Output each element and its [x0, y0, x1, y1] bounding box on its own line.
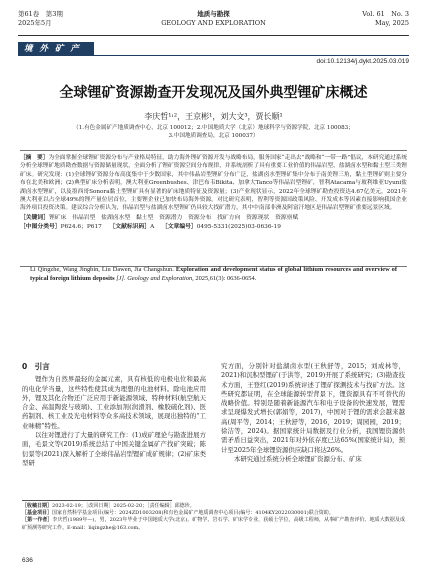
date-en: May, 2025 — [374, 19, 409, 27]
author-value: 李庆哲(1989年—)，男，2023年毕业于中国地质大学(北京)，矿物学、岩石学、矿床学专业，获硕士学位，高级工程师，从事矿产勘查评价、地质大数据及成矿预测等研究工作。E-mail：liqingzhe@163.com。 — [22, 517, 405, 531]
affiliations — [26, 124, 401, 140]
date-cn: 2025年5月 — [18, 19, 52, 27]
citation-authors: Li Qingzhe, Wang Jingbin, Liu Dawen, Jia Changshun. — [30, 266, 174, 273]
section-label: 境 外 矿 产 — [18, 42, 94, 56]
body-paragraph: 本研究通过系统分析全球锂矿资源分布、矿床 — [234, 454, 362, 463]
header-center — [18, 10, 409, 28]
journal-name-en: GEOLOGY AND EXPLORATION — [161, 19, 266, 27]
page-number: 636 — [22, 557, 33, 564]
cls-label: ［中图分类号］ — [20, 224, 61, 231]
fund-value: 国家自然科学基金项目(编号：2024ZD1003208)和有色金属矿产地质调查中心项目(编号：4104KY2022030001)联合资助。 — [52, 510, 334, 517]
header-right — [362, 10, 409, 28]
article-no-value: 0495-5331(2025)03-0636-19 — [196, 224, 281, 231]
citation-journal: [J]. Geology and Exploration, — [116, 274, 194, 282]
keywords: 锂矿床 伟晶岩型 盐湖卤水型 黏土型 资源潜力 资源分布 找矿方向 资源现状 资源禀赋 — [49, 214, 299, 221]
cls-value: P624.6；P617 — [60, 224, 102, 231]
intro-heading: 0 引言 — [22, 362, 50, 371]
author-list: 李庆哲¹˒²，王京彬¹，刘大文³，贾长顺¹ — [144, 112, 283, 121]
body-paragraph: 以往对锂进行了大量的研究工作：(1)成矿理论与勘查进展方面，毛景文等(2019)系统总结了中国关键金属矿产找矿突破；陈衍景等(2021)深入解析了全球伟晶岩型锂矿成矿规律；(2)矿床类型研 — [22, 431, 206, 467]
section-rule — [18, 55, 409, 56]
abstract — [20, 154, 407, 213]
received-label: ［收稿日期］ — [22, 503, 53, 509]
doi[interactable]: doi:10.12134/j.dykt.2025.03.019 — [316, 58, 409, 65]
volume-issue-cn: 第61卷 第3期 — [18, 10, 63, 18]
abstract-label: ［摘 要］ — [20, 155, 49, 161]
citation-title: Exploration and development status of global lithium resources and overview of typical foreign lithium deposits — [30, 266, 397, 282]
body-paragraph: 究方面，分别针对盐湖卤水型(王秋舒等，2015；刘成林等，2021)和沉积型锂矿(于洪等，2019)开展了系统研究；(3)勘查技术方面，王登红(2019)系统评述了锂矿探测技术与找矿方法。这些研究都证明，在全球能源转型背景下，锂资源具有不可替代的战略价值。特别是随着新能源汽车和电子设备的快速发展，锂需求呈现爆发式增长(郭娟等，2017)，中国对于锂的需求会越来越高(周平等，2014；王秋舒等，2016，2019；周园园，2019；徐洁等，2024)。据国家统计局数据及行业分析，我国锂资源供需矛盾日益突出，2021年对外依存度已达65%(国家统计局)，预计至2025年全球锂资源供应缺口将达26%。 — [221, 362, 405, 454]
body-paragraph: 锂作为自然界最轻的金属元素，具有核低的电极电位和最高的电化学当量，这些特性使其成为理想的电池材料。除电池应用外，锂及其化合物还广泛应用于新能源领域、特种材料(航空航天合金、高温陶瓷与玻璃)、工业添加剂(润滑剂、橡胶硫化剂)、医药制剂、核工业及光电材料等众多高技术领域，展现出独特的“工业味精”特性。 — [22, 375, 206, 430]
footnote-author — [22, 517, 405, 531]
page-header — [18, 8, 409, 38]
doc-code-value: A — [150, 224, 155, 231]
classification-row — [20, 223, 407, 231]
body-column-left — [22, 362, 206, 468]
header-rule — [18, 35, 409, 36]
footnote — [22, 503, 405, 532]
citation-volume: 2025,61(3): 0636-0654. — [195, 274, 257, 282]
fund-label: ［基金项目］ — [22, 510, 53, 517]
author-label: ［第一作者］ — [22, 517, 53, 524]
volume-issue-en: Vol. 61 No. 3 — [362, 10, 409, 18]
body-column-right — [221, 362, 405, 464]
footnote-rule — [22, 500, 172, 501]
doc-code-label: ［文献标识码］ — [109, 224, 151, 231]
english-citation — [30, 266, 397, 283]
affiliation-line: （1.有色金属矿产地质调查中心，北京 100012；2.中国地质大学（北京）地球科学与资源学院，北京 100083； — [73, 125, 354, 131]
keywords-row — [20, 214, 407, 222]
keywords-label: ［关键词］ — [20, 214, 49, 221]
abstract-text: 为全面掌握全球锂矿资源分布与产业格局特征，助力海外锂矿资源开发与战略布局，服务国家“走出去”战略和“一带一路”倡议，本研究通过系统分析全球锂矿地质勘查数据与资源储量现状，全面分析了锂矿资源空间分布规律，并系统剖析了具有重要工业价值的伟晶岩型、盐湖卤水型和黏土型三类锂矿床。研究发现：(1)全球锂矿资源分布高度集中于少数国家，其中伟晶岩型锂矿分布广泛，盐湖卤水型锂矿集中分布于南美锂三角，黏土型锂矿则主要分布在北美和欧洲；(2)典型矿床分析表明，澳大利亚Greenbushes、津巴布韦Bikita、加拿大Tanco等伟晶岩型锂矿，智利Atacama与玻利维亚Uyuni盐湖卤水型锂矿，以及墨西哥Sonora黏土型锂矿具有显著的矿床地质特征及资源量；(3)产业现状显示，2022年全球锂矿勘查投资达4.67亿美元，2021年澳大利亚以占全球49%的锂产量位居首位，主要锂企业已加快布局海外资源。对比研究表明，智利等资源国政策风险、开发成本等因素直接影响我国企业海外项目投资决策。建议综合分析认为，伟晶岩型与盐湖卤水型锂矿仍具较大找矿潜力，其中中南部非洲及阿富汗地区是伟晶岩型锂矿重要远景区域。 — [20, 155, 408, 212]
affiliation-line: 3.中国地质调查局，北京 100037） — [168, 133, 259, 139]
article-title: 全球锂矿资源勘查开发现况及国外典型锂矿床概述 — [59, 85, 368, 101]
abstract-box — [20, 150, 407, 267]
received-value: 2023-02-19；［改回日期］2025-02-20；［责任编辑］邱德珍。 — [52, 503, 195, 509]
article-no-label: ［文章编号］ — [161, 224, 197, 231]
journal-name-cn: 地质与勘探 — [197, 10, 230, 18]
